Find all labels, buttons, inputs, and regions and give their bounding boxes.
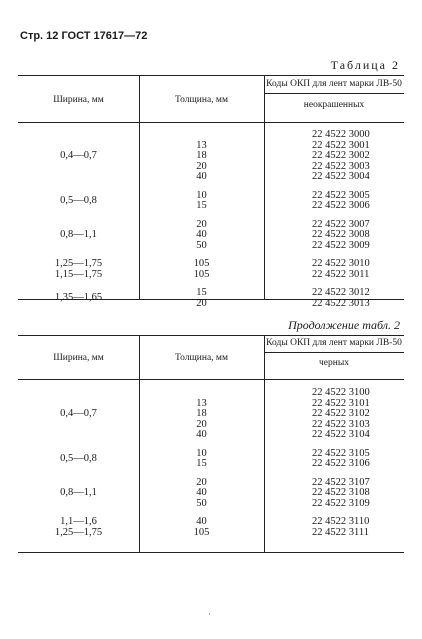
width-value: 1,35—1,65 xyxy=(54,292,103,304)
thickness-value: 15 xyxy=(196,200,207,211)
okp-code: 22 4522 3100 xyxy=(312,387,370,398)
thickness-value: 10 xyxy=(196,189,207,201)
okp-code: 22 4522 3002 xyxy=(312,150,370,161)
row-group xyxy=(18,259,404,280)
thickness-cell xyxy=(139,388,264,441)
table-2 xyxy=(18,335,404,553)
header-sub: черных xyxy=(319,358,349,368)
width-cell xyxy=(18,449,139,470)
okp-code: 22 4522 3104 xyxy=(312,429,370,440)
thickness-value: 105 xyxy=(193,268,210,280)
width-value: 1,25—1,75 1,15—1,75 xyxy=(54,258,103,280)
okp-code: 22 4522 3004 xyxy=(312,171,370,182)
okp-code: 22 4522 3010 xyxy=(312,258,370,269)
row-group xyxy=(18,478,404,510)
header-thickness: Толщина, мм xyxy=(175,353,228,363)
thickness-value: 50 xyxy=(196,239,207,251)
thickness-value: 18 xyxy=(196,408,207,419)
thickness-value: 15 xyxy=(196,458,207,469)
width-cell xyxy=(18,517,139,538)
page-header: Стр. 12 ГОСТ 17617—72 xyxy=(20,30,148,42)
thickness-value: 20 xyxy=(196,218,207,230)
thickness-value: 20 xyxy=(196,160,207,172)
code-cell xyxy=(264,259,404,280)
thickness-value: 10 xyxy=(196,447,207,459)
subheader-divider xyxy=(264,93,404,94)
header-codes: Коды ОКП для лент марки ЛВ-50 xyxy=(266,338,402,348)
row-group xyxy=(18,220,404,252)
thickness-value: 13 xyxy=(196,397,207,409)
width-cell xyxy=(18,220,139,252)
thickness-value: 105 xyxy=(193,526,210,538)
width-value: 0,5—0,8 xyxy=(60,452,97,464)
row-group xyxy=(18,130,404,183)
code-cell xyxy=(264,191,404,212)
okp-code: 22 4522 3008 xyxy=(312,229,370,240)
row-group xyxy=(18,388,404,441)
width-cell xyxy=(18,191,139,212)
table-continuation-label: Продолжение табл. 2 xyxy=(288,318,400,332)
thickness-cell xyxy=(139,220,264,252)
okp-code: 22 4522 3111 xyxy=(312,526,369,538)
header-thickness: Толщина, мм xyxy=(175,95,228,105)
thickness-value xyxy=(139,388,264,399)
width-value: 0,4—0,7 xyxy=(60,150,97,161)
width-cell xyxy=(18,388,139,441)
header-codes: Коды ОКП для лент марки ЛВ-50 xyxy=(266,79,402,89)
thickness-cell xyxy=(139,191,264,212)
row-group xyxy=(18,191,404,212)
thickness-value: 40 xyxy=(196,429,207,440)
okp-code: 22 4522 3012 xyxy=(312,287,370,298)
subheader-divider xyxy=(264,352,404,353)
width-value: 0,8—1,1 xyxy=(60,487,97,498)
thickness-value: 105 xyxy=(193,258,210,269)
thickness-value: 20 xyxy=(196,297,207,309)
code-cell xyxy=(264,130,404,183)
okp-code: 22 4522 3110 xyxy=(312,516,370,527)
okp-code: 22 4522 3106 xyxy=(312,458,370,469)
thickness-value: 50 xyxy=(196,497,207,509)
table-body xyxy=(18,388,404,546)
thickness-cell xyxy=(139,449,264,470)
okp-code: 22 4522 3011 xyxy=(312,268,370,280)
table-label: Таблица 2 xyxy=(330,58,400,72)
table-body xyxy=(18,130,404,317)
width-cell xyxy=(18,478,139,510)
okp-code: 22 4522 3007 xyxy=(312,218,370,230)
row-group xyxy=(18,288,404,309)
width-value: 0,4—0,7 xyxy=(60,408,97,419)
header-sub: неокрашенных xyxy=(303,100,365,110)
thickness-cell xyxy=(139,130,264,183)
thickness-cell xyxy=(139,259,264,280)
okp-code: 22 4522 3105 xyxy=(312,447,370,459)
thickness-value: 18 xyxy=(196,150,207,161)
row-group xyxy=(18,517,404,538)
thickness-value: 13 xyxy=(196,139,207,151)
okp-code: 22 4522 3003 xyxy=(312,160,370,172)
code-cell xyxy=(264,449,404,470)
width-value: 0,5—0,8 xyxy=(60,194,97,206)
page-dot: · xyxy=(208,610,211,619)
thickness-value: 20 xyxy=(196,476,207,488)
width-cell xyxy=(18,130,139,183)
row-group xyxy=(18,449,404,470)
okp-code: 22 4522 3108 xyxy=(312,487,370,498)
code-cell xyxy=(264,478,404,510)
header-divider xyxy=(18,122,404,123)
thickness-cell xyxy=(139,517,264,538)
code-cell xyxy=(264,288,404,309)
header-width: Ширина, мм xyxy=(53,95,104,105)
code-cell xyxy=(264,517,404,538)
okp-code: 22 4522 3013 xyxy=(312,297,370,309)
okp-code: 22 4522 3102 xyxy=(312,408,370,419)
okp-code: 22 4522 3001 xyxy=(312,139,370,151)
width-value: 1,1—1,6 1,25—1,75 xyxy=(54,516,103,538)
table-1 xyxy=(18,75,404,309)
thickness-value: 15 xyxy=(196,287,207,298)
okp-code: 22 4522 3101 xyxy=(312,397,370,409)
okp-code: 22 4522 3009 xyxy=(312,239,370,251)
thickness-value: 20 xyxy=(196,418,207,430)
code-cell xyxy=(264,220,404,252)
okp-code: 22 4522 3107 xyxy=(312,476,370,488)
thickness-value: 40 xyxy=(196,516,207,527)
okp-code: 22 4522 3000 xyxy=(312,129,370,140)
header-divider xyxy=(18,379,404,380)
thickness-value: 40 xyxy=(196,171,207,182)
thickness-value xyxy=(139,130,264,141)
okp-code: 22 4522 3103 xyxy=(312,418,370,430)
code-cell xyxy=(264,388,404,441)
thickness-cell xyxy=(139,288,264,309)
okp-code: 22 4522 3006 xyxy=(312,200,370,211)
width-cell xyxy=(18,259,139,280)
okp-code: 22 4522 3109 xyxy=(312,497,370,509)
header-width: Ширина, мм xyxy=(53,353,104,363)
okp-code: 22 4522 3005 xyxy=(312,189,370,201)
thickness-value: 40 xyxy=(196,229,207,240)
width-value: 0,8—1,1 xyxy=(60,229,97,240)
thickness-value: 40 xyxy=(196,487,207,498)
width-cell xyxy=(18,288,139,309)
thickness-cell xyxy=(139,478,264,510)
